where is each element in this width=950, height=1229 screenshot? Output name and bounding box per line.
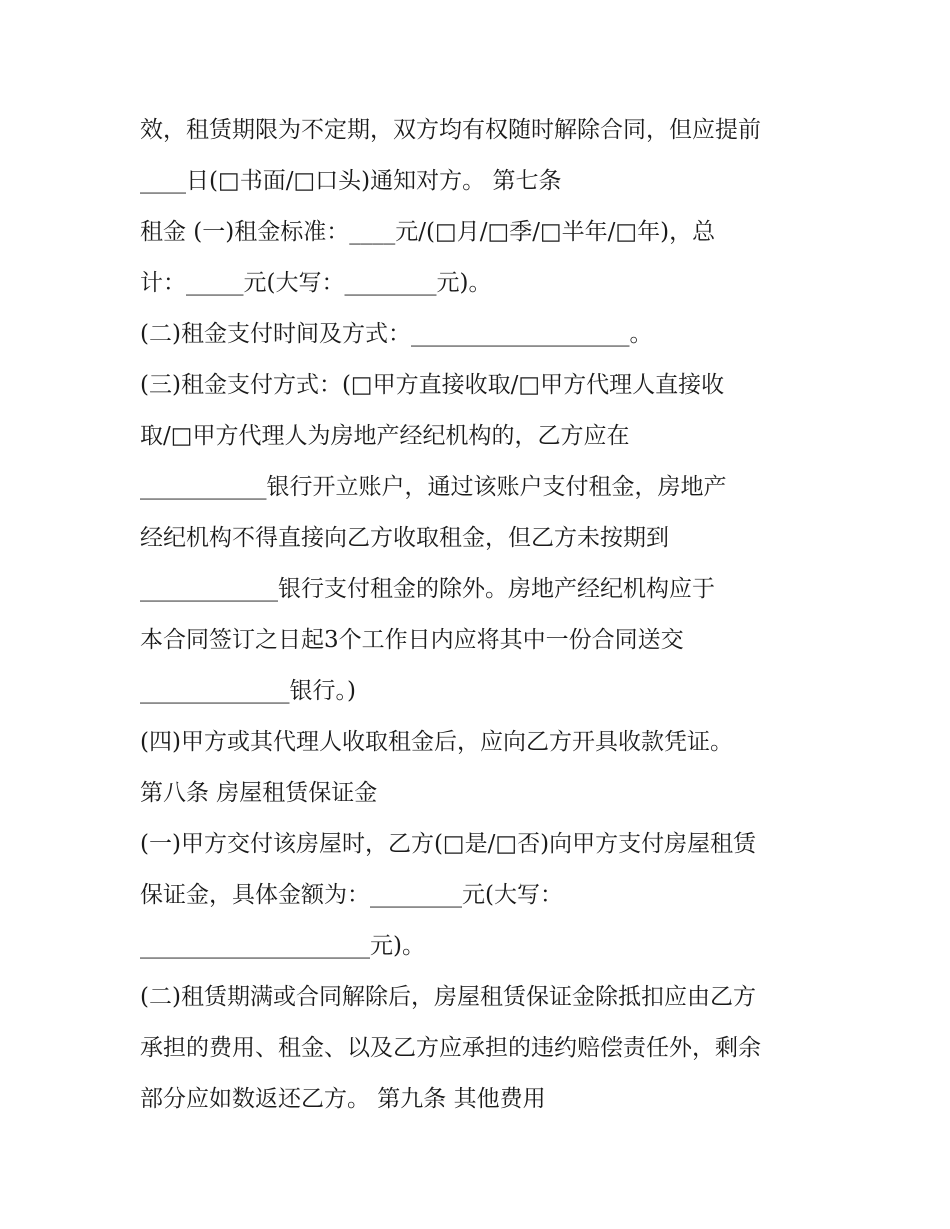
- text-line: ____日(□书面/□口头)通知对方。 第七条: [140, 168, 562, 194]
- text-line: (三)租金支付方式：(□甲方直接收取/□甲方代理人直接收: [140, 372, 725, 398]
- text-line: ____________银行支付租金的除外。房地产经纪机构应于: [140, 576, 715, 602]
- text-line: ___________银行开立账户，通过该账户支付租金，房地产: [140, 474, 727, 500]
- text-line: _____________银行。): [140, 678, 356, 704]
- text-line: ____________________元)。: [140, 933, 425, 959]
- text-line: 部分应如数返还乙方。 第九条 其他费用: [140, 1086, 546, 1112]
- text-line: 经纪机构不得直接向乙方收取租金，但乙方未按期到: [140, 525, 669, 551]
- text-line: 保证金，具体金额为：________元(大写：: [140, 882, 563, 908]
- text-line: 租金 (一)租金标准：____元/(□月/□季/□半年/□年)，总: [140, 219, 716, 245]
- text-line: (四)甲方或其代理人收取租金后，应向乙方开具收款凭证。: [140, 729, 733, 755]
- text-line: (一)甲方交付该房屋时，乙方(□是/□否)向甲方支付房屋租赁: [140, 831, 757, 857]
- text-line: 计：_____元(大写：________元)。: [140, 270, 492, 296]
- section-heading: 第八条 房屋租赁保证金: [140, 780, 378, 806]
- text-line: 取/□甲方代理人为房地产经纪机构的，乙方应在: [140, 423, 630, 449]
- text-line: (二)租赁期满或合同解除后，房屋租赁保证金除抵扣应由乙方: [140, 984, 756, 1010]
- text-line: 效，租赁期限为不定期，双方均有权随时解除合同，但应提前: [140, 117, 761, 143]
- text-line: 本合同签订之日起3个工作日内应将其中一份合同送交: [140, 627, 684, 653]
- text-line: (二)租金支付时间及方式：___________________。: [140, 321, 653, 347]
- text-line: 承担的费用、租金、以及乙方应承担的违约赔偿责任外，剩余: [140, 1035, 761, 1061]
